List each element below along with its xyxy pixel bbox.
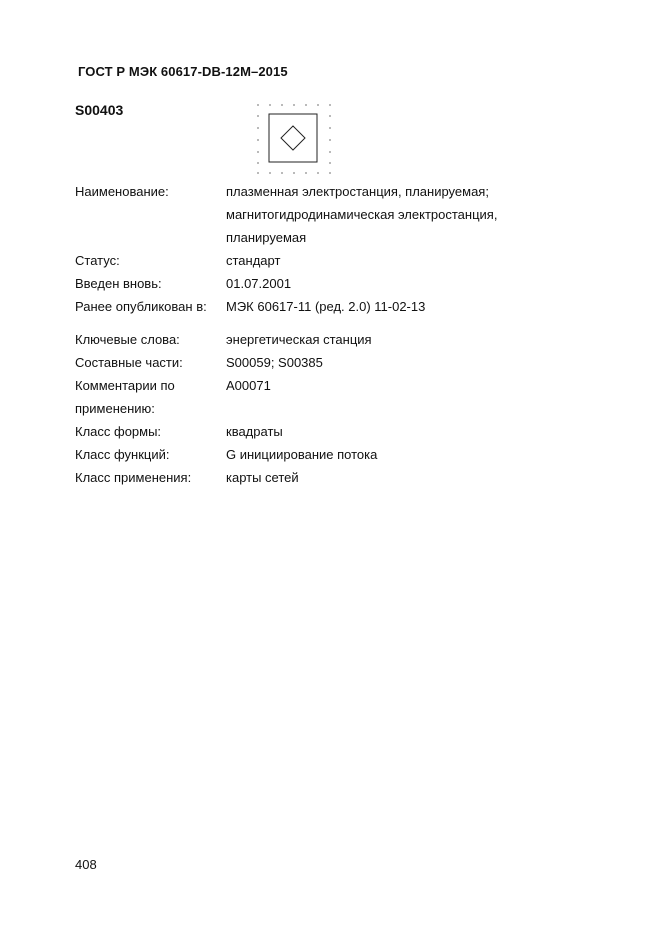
- field-label: Введен вновь:: [75, 276, 162, 291]
- field-label: Комментарии по применению:: [75, 378, 175, 416]
- field-label: Статус:: [75, 253, 120, 268]
- field-label: Класс формы:: [75, 424, 162, 439]
- field-value: G инициирование потока: [226, 447, 378, 462]
- symbol-id: S00403: [75, 102, 124, 118]
- field-components: [75, 351, 526, 374]
- field-label: Наименование:: [75, 184, 169, 199]
- field-value: квадраты: [226, 424, 283, 439]
- field-label: Ранее опубликован в:: [75, 299, 207, 314]
- field-label: Класс функций:: [75, 447, 170, 462]
- field-label: Составные части:: [75, 355, 183, 370]
- field-value: энергетическая станция: [226, 332, 372, 347]
- page-number: 408: [75, 857, 97, 872]
- field-application-notes: [75, 374, 526, 420]
- field-value: МЭК 60617-11 (ред. 2.0) 11-02-13: [226, 299, 426, 314]
- document-header: ГОСТ Р МЭК 60617-DB-12M–2015: [78, 64, 288, 79]
- field-introduced: [75, 272, 526, 295]
- field-value: 01.07.2001: [226, 276, 292, 291]
- symbol-fields: [75, 180, 526, 489]
- field-keywords: [75, 328, 526, 351]
- field-label: Ключевые слова:: [75, 332, 180, 347]
- field-previously-published: [75, 295, 526, 318]
- field-name: [75, 180, 526, 249]
- field-value: плазменная электростанция, планируемая; магнитогидродинамическая электростанция, планируемая: [226, 184, 498, 245]
- field-value: стандарт: [226, 253, 281, 268]
- field-shape-class: [75, 420, 526, 443]
- field-value: A00071: [226, 378, 271, 393]
- field-value: S00059; S00385: [226, 355, 323, 370]
- square-with-inscribed-diamond-icon: [252, 100, 334, 176]
- field-status: [75, 249, 526, 272]
- field-function-class: [75, 443, 526, 466]
- field-value: карты сетей: [226, 470, 299, 485]
- field-label: Класс применения:: [75, 470, 192, 485]
- field-application-class: [75, 466, 526, 489]
